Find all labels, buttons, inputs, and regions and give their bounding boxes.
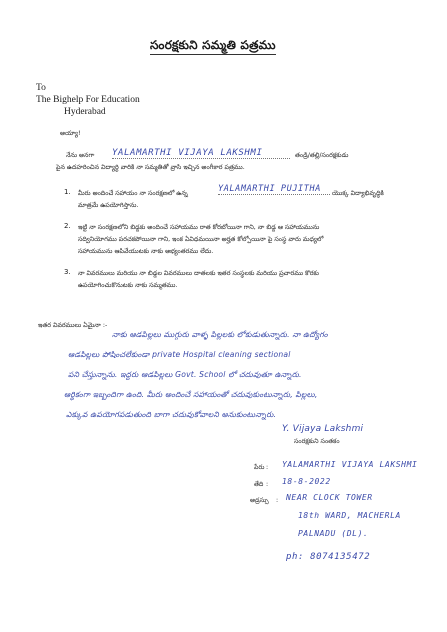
item-1-prefix: మీరు అందించే సహాయం నా సంరక్షణలో ఉన్న	[78, 190, 188, 197]
footer-date-label: తేది	[254, 481, 264, 488]
student-name-field: YALAMARTHI PUJITHA	[218, 184, 330, 195]
item-2-line3: సహాయమును ఆపివేయుటకు నాకు అభ్యంతరము లేదు.	[78, 248, 214, 255]
recipient-city: Hyderabad	[64, 107, 106, 117]
footer-phone: ph: 8074135472	[286, 552, 371, 562]
to-label: To	[36, 83, 46, 93]
consent-letter-page: సంరక్షకుని సమ్మతి పత్రము To The Bighelp For Education Hyderabad అయ్యా! నేను అనగా YALAMARTHI VIJAYA LAKSHMI తండ్రి/తల్లి/సంరక్షకుడు పైన ఉదహరించిన విద్యార్థి వారికి నా సమ్మతితో వ్రాసి ఇచ్చిన అంగీకార పత్రము. 1. మీరు అందించే సహాయం నా సంరక్షణలో ఉన్న YALAMARTHI PUJITHA యొక్క విద్యాభివృద్ధికి మాత్రమే ఉపయోగిస్తాను. 2. ఇట్టి నా సంరక్షణలోని బిడ్డకు అందించే సహాయము రాత కోరబోయినా గాని, నా బిడ్డ ఆ సహాయమును సద్వినియోగము పరచకపోయినా గాని, ఇంక ఏవిధమయినా అర్హత కోల్పోయినా పై సంస్థ వారు మధ్యలో సహాయమును ఆపివేయుటకు నాకు అభ్యంతరము లేదు. 3. నా వివరములు మరియు నా బిడ్డల వివరములు దాతలకు ఇతర సంస్థలకు మరియు ప్రచారము కొరకు ఉపయోగించుకొనుటకు నాకు సమ్మతము. ఇతర వివరములు ఏమైనా :- నాకు ఆడపిల్లలు ముగ్గురు వాళ్ళ పిల్లలకు లోకుడుతున్నారు. నా ఉద్యోగం ఆడపిల్లలు పోషించలేకుండా private Hospital cleaning sectional పని చేస్తున్నాను. ఇద్దరు ఆడపిల్లలు Govt. School లో చదువుతూ ఉన్నారు. ఆర్థికంగా ఇబ్బందిగా ఉంది. మీరు అందించే సహాయంతో చదువుకుంటున్నారు, పిల్లలు, ఎక్కువ ఉపయోగపడుతుంది బాగా చదువుకోవాలని అనుకుంటున్నారు. Y. Vijaya Lakshmi సంరక్షకుని సంతకం పేరు : YALAMARTHI VIJAYA LAKSHMI తేది : 18-8-2022 అడ్రస్సు : NEAR CLOCK TOWER 18th WARD, MACHERLA PALNADU (DL). ph: 8074135472	[36, 38, 418, 562]
handwritten-line-5: ఎక్కువ ఉపయోగపడుతుంది బాగా చదువుకోవాలని అనుకుంటున్నారు.	[66, 410, 277, 419]
handwritten-line-4: ఆర్థికంగా ఇబ్బందిగా ఉంది. మీరు అందించే సహాయంతో చదువుకుంటున్నారు, పిల్లలు,	[64, 390, 318, 399]
intro-prefix: నేను అనగా	[66, 152, 95, 159]
footer-address-line-3: PALNADU (DL).	[298, 529, 369, 538]
item-2-line1: ఇట్టి నా సంరక్షణలోని బిడ్డకు అందించే సహాయము రాత కోరబోయినా గాని, నా బిడ్డ ఆ సహాయమును	[78, 224, 320, 231]
footer-date-value: 18-8-2022	[282, 477, 331, 486]
item-1-line2: మాత్రమే ఉపయోగిస్తాను.	[78, 202, 139, 209]
intro-line2: పైన ఉదహరించిన విద్యార్థి వారికి నా సమ్మతితో వ్రాసి ఇచ్చిన అంగీకార పత్రము.	[56, 164, 245, 171]
footer-name-value: YALAMARTHI VIJAYA LAKSHMI	[282, 460, 418, 469]
item-1-number: 1.	[64, 188, 71, 196]
page-title: సంరక్షకుని సమ్మతి పత్రము	[150, 38, 276, 52]
handwritten-line-3: పని చేస్తున్నాను. ఇద్దరు ఆడపిల్లలు Govt. School లో చదువుతూ ఉన్నారు.	[68, 370, 302, 379]
footer-address-line-2: 18th WARD, MACHERLA	[298, 511, 401, 520]
item-3-line2: ఉపయోగించుకొనుటకు నాకు సమ్మతము.	[78, 282, 178, 289]
handwritten-line-2: ఆడపిల్లలు పోషించలేకుండా private Hospital cleaning sectional	[68, 350, 291, 359]
other-details-label: ఇతర వివరములు ఏమైనా :-	[38, 322, 108, 329]
footer-address-line-1: NEAR CLOCK TOWER	[286, 493, 373, 502]
item-3-number: 3.	[64, 268, 71, 276]
footer-address-label: అడ్రస్సు	[250, 497, 269, 504]
handwritten-line-1: నాకు ఆడపిల్లలు ముగ్గురు వాళ్ళ పిల్లలకు లోకుడుతున్నారు. నా ఉద్యోగం	[112, 330, 328, 339]
signature-label: సంరక్షకుని సంతకం	[294, 438, 340, 445]
salutation: అయ్యా!	[60, 130, 81, 137]
footer-name-label: పేరు	[254, 464, 265, 471]
item-2-line2: సద్వినియోగము పరచకపోయినా గాని, ఇంక ఏవిధమయినా అర్హత కోల్పోయినా పై సంస్థ వారు మధ్యలో	[78, 236, 324, 243]
recipient-org: The Bighelp For Education	[36, 95, 140, 105]
guardian-name-field: YALAMARTHI VIJAYA LAKSHMI	[112, 148, 290, 159]
intro-suffix: తండ్రి/తల్లి/సంరక్షకుడు	[295, 152, 349, 159]
title-underline	[150, 54, 276, 55]
item-3-line1: నా వివరములు మరియు నా బిడ్డల వివరములు దాతలకు ఇతర సంస్థలకు మరియు ప్రచారము కొరకు	[78, 270, 319, 277]
item-1-suffix: యొక్క విద్యాభివృద్ధికి	[332, 190, 384, 197]
guardian-signature: Y. Vijaya Lakshmi	[282, 424, 364, 434]
item-2-number: 2.	[64, 222, 71, 230]
